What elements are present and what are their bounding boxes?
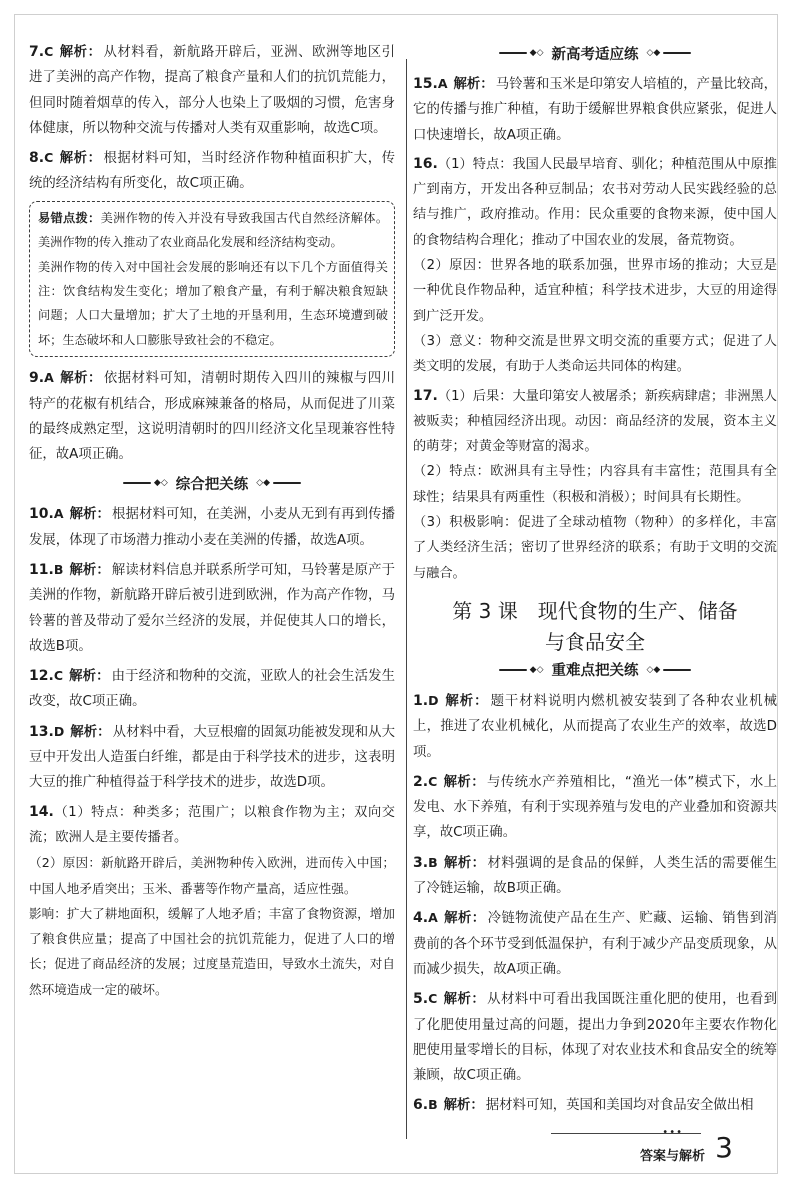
decoration-right-icon: ◇◆ [647, 665, 692, 675]
answer-item-15 [413, 71, 777, 148]
item-answer: D [53, 723, 65, 739]
item-14-part-3: 影响：扩大了耕地面积，缓解了人地矛盾；丰富了食物资源，增加了粮食供应量；提高了中国社会的抗饥荒能力，促进了人口的增长；促进了商品经济的发展；过度垦荒造田，导致水土流失，对自然环境造成一定的破坏。 [29, 905, 395, 997]
item-text: 根据材料可知，当时经济作物种植面积扩大，传统的经济结构有所变化，故C项正确。 [29, 151, 395, 192]
item-answer: D [428, 692, 439, 708]
item-text: 解读材料信息并联系所学可知，马铃薯是原产于美洲的作物，新航路开辟后被引进到欧洲，作为高产作物，马铃薯的普及带动了爱尔兰经济的发展，并促使其人口的增长，故选B项。 [29, 563, 396, 654]
item-number: 5. [413, 991, 429, 1008]
item-text: 与传统水产养殖相比，“渔光一体”模式下，水上发电、水下养殖，有利于实现养殖与发电的产业叠加和资源共享，故C项正确。 [413, 774, 778, 841]
item-text: 冷链物流使产品在生产、贮藏、运输、销售到消费前的各个环节受到低温保护，有利于减少产品变质现象，从而减少损失，故A项正确。 [413, 911, 778, 977]
item-text: （1）特点：种类多；范围广；以粮食作物为主；双向交流；欧洲人是主要传播者。 [29, 804, 395, 845]
item-text: 由于经济和物种的交流，亚欧人的社会生活发生改变，故C项正确。 [29, 669, 395, 710]
column-divider [406, 59, 407, 1139]
lesson-title [413, 596, 777, 658]
item-answer: C [428, 991, 438, 1007]
decoration-left-icon: ◆◇ [123, 478, 168, 488]
analysis-tag: 解析： [69, 669, 110, 685]
item-text: 从材料中看，大豆根瘤的固氮功能被发现和从大豆中开发出人造蛋白纤维，都是由于科学技术的进步，这表明大豆的推广种植得益于科学技术的进步，故选D项。 [29, 724, 396, 791]
tip-tag: 易错点拨： [38, 210, 101, 225]
item-text: 依据材料可知，清朝时期传入四川的辣椒与四川特产的花椒有机结合，形成麻辣兼备的格局，从而促进了川菜的最终成熟定型，这说明清朝时的四川经济文化呈现兼容性特征，故A项正确。 [29, 371, 396, 463]
item-text: 题干材料说明内燃机被安装到了各种农业机械上，推进了农业机械化，从而提高了农业生产的效率，故选D项。 [413, 693, 778, 760]
answer-item-13 [29, 719, 395, 796]
analysis-tag: 解析： [70, 724, 111, 740]
answer-item-10 [29, 501, 395, 553]
item-number: 14. [29, 803, 54, 820]
footer-label: 答案与解析 [639, 1149, 705, 1164]
item-number: 10. [29, 506, 54, 523]
item-answer: B [428, 1097, 438, 1113]
item-number: 16. [413, 155, 438, 172]
item-answer: C [44, 150, 54, 166]
answer-item-r3 [413, 850, 777, 902]
page-frame [14, 14, 778, 1174]
item-answer: C [428, 773, 438, 789]
analysis-tag: 解析： [443, 774, 486, 790]
decoration-left-icon: ◆◇ [499, 665, 544, 675]
page-number: 3 [715, 1131, 733, 1164]
item-text: 根据材料可知，在美洲，小麦从无到有再到传播发展，体现了市场潜力推动小麦在美洲的传播，故选A项。 [29, 507, 396, 548]
item-number: 6. [413, 1097, 429, 1114]
analysis-tag: 解析： [69, 563, 110, 578]
page-footer [553, 1127, 753, 1167]
section-heading-comprehensive [29, 471, 395, 495]
answer-item-r6 [413, 1092, 777, 1118]
answer-item-12 [29, 663, 395, 715]
item-answer: C [53, 668, 63, 684]
answer-item-7 [29, 39, 395, 141]
left-column [29, 39, 395, 1002]
section-title: 综合把关练 [175, 476, 249, 493]
item-number: 3. [413, 854, 429, 871]
section-heading-key-points [413, 658, 777, 682]
item-number: 12. [29, 668, 54, 685]
item-text: （1）后果：大量印第安人被屠杀；新疾病肆虐；非洲黑人被贩卖；种植园经济出现。动因：商品经济的发展，资本主义的萌芽；对黄金等财富的渴求。 [413, 388, 777, 455]
item-17-part-3: （3）积极影响：促进了全球动植物（物种）的多样化，丰富了人类经济生活；密切了世界经济的联系；有助于文明的交流与融合。 [413, 515, 777, 581]
answer-item-r1 [413, 688, 777, 765]
analysis-tag: 解析： [69, 507, 111, 523]
footer-dots-icon: ••• [662, 1127, 683, 1138]
item-number: 2. [413, 773, 429, 790]
item-number: 11. [29, 562, 54, 578]
analysis-tag: 解析： [59, 371, 102, 387]
item-17-part-2: （2）特点：欧洲具有主导性；内容具有丰富性；范围具有全球性；结果具有两重性（积极和消极）；时间具有长期性。 [413, 464, 777, 505]
item-text: 据材料可知，英国和美国均对食品安全做出相 [485, 1098, 754, 1114]
answer-item-9 [29, 365, 395, 467]
item-text: 马铃薯和玉米是印第安人培植的，产量比较高，它的传播与推广种植，有助于缓解世界粮食供应紧张，促进人口快速增长，故A项正确。 [413, 77, 778, 143]
item-17-part-1 [413, 384, 777, 460]
decoration-right-icon: ◇◆ [256, 478, 301, 488]
answer-item-r4 [413, 905, 777, 982]
item-text: （1）特点：我国人民最早培育、驯化；种植范围从中原推广到南方，开发出各种豆制品；农书对劳动人民实践经验的总结与推广，政府推动。作用：民众重要的食物来源，使中国人的食物结构合理化；推动了中国农业的发展，备荒物资。 [413, 156, 777, 248]
answer-item-17 [413, 384, 777, 586]
item-16-part-2: （2）原因：世界各地的联系加强，世界市场的推动；大豆是一种优良作物品种，适宜种植；科学技术进步，大豆的用途得到广泛开发。 [413, 258, 777, 324]
analysis-tag: 解析： [444, 693, 489, 709]
item-number: 8. [29, 150, 45, 167]
answer-item-r2 [413, 769, 777, 846]
tip-paragraph-1 [38, 206, 388, 255]
analysis-tag: 解析： [443, 1098, 484, 1114]
answer-item-r5 [413, 986, 777, 1088]
item-text: 从材料中可看出我国既注重化肥的使用，也看到了化肥使用量过高的问题，提出力争到2020年主要农作物化肥使用量零增长的目标，体现了对农业技术和食品安全的统筹兼顾，故C项正确。 [413, 992, 778, 1084]
item-answer: A [428, 910, 438, 926]
item-answer: B [428, 854, 438, 870]
section-title: 新高考适应练 [551, 46, 639, 63]
error-tip-box [29, 201, 395, 357]
item-number: 17. [413, 387, 438, 404]
item-answer: C [44, 44, 54, 59]
item-number: 7. [29, 44, 45, 60]
analysis-tag: 解析： [453, 77, 494, 92]
item-number: 4. [413, 910, 429, 927]
item-text: 从材料看，新航路开辟后，亚洲、欧洲等地区引进了美洲的高产作物，提高了粮食产量和人们的抗饥荒能力，但同时随着烟草的传入，部分人也染上了吸烟的习惯，危害身体健康，所以物种交流与传播对人类有双重影响，故选C项。 [29, 45, 395, 136]
item-answer: A [53, 506, 64, 522]
right-column [413, 39, 777, 1123]
item-14-part-1 [29, 800, 395, 851]
item-16-part-1 [413, 152, 777, 253]
tip-text-2: 美洲作物的传入对中国社会发展的影响还有以下几个方面值得关注：饮食结构发生变化；增加了粮食产量，有利于解决粮食短缺问题；人口大量增加；扩大了土地的开垦利用，生态环境遭到破坏；生态破坏和人口膨胀导致社会的不稳定。 [38, 259, 388, 347]
answer-item-8 [29, 145, 395, 197]
section-title: 重难点把关练 [551, 663, 639, 680]
answer-item-16 [413, 152, 777, 380]
item-14-part-2: （2）原因：新航路开辟后，美洲物种传入欧洲，进而传入中国；中国人地矛盾突出；玉米、番薯等作物产量高，适应性强。 [29, 855, 395, 896]
decoration-left-icon: ◆◇ [499, 48, 544, 58]
item-16-part-3: （3）意义：物种交流是世界文明交流的重要方式；促进了人类文明的发展，有助于人类命运共同体的构建。 [413, 333, 777, 375]
item-number: 9. [29, 370, 45, 387]
analysis-tag: 解析： [443, 911, 486, 927]
analysis-tag: 解析： [443, 855, 486, 871]
item-answer: A [44, 370, 54, 386]
analysis-tag: 解析： [443, 992, 486, 1008]
item-number: 1. [413, 692, 429, 709]
item-number: 13. [29, 723, 54, 740]
decoration-right-icon: ◇◆ [647, 48, 692, 58]
answer-item-11 [29, 557, 395, 659]
item-answer: B [53, 562, 64, 577]
item-text: 材料强调的是食品的保鲜，人类生活的需要催生了冷链运输，故B项正确。 [413, 855, 777, 897]
item-answer: A [437, 76, 448, 91]
answer-item-14 [29, 800, 395, 1002]
lesson-title-line-2: 与食品安全 [545, 629, 645, 654]
analysis-tag: 解析： [59, 45, 102, 60]
item-number: 15. [413, 76, 438, 92]
section-heading-new-exam [413, 41, 777, 65]
tip-text-1: 美洲作物的传入并没有导致我国古代自然经济解体。美洲作物的传入推动了农业商品化发展和经济结构变动。 [38, 210, 389, 250]
lesson-title-line-1: 第 3 课 现代食物的生产、储备 [452, 598, 738, 623]
analysis-tag: 解析： [59, 151, 102, 167]
